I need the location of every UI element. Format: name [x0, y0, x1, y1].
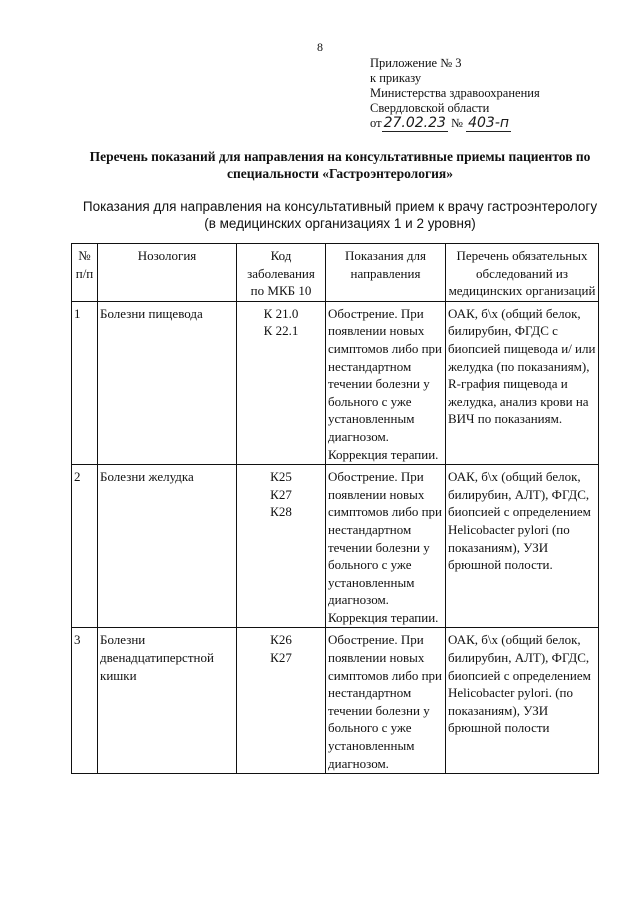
row-indications: Обострение. При появлении новых симптомов либо при нестандартном течении болезни у больного с уже установленным диагнозом. Коррекция терапии. — [326, 301, 446, 464]
appendix-title: Приложение № 3 — [370, 56, 462, 70]
table-row — [72, 628, 599, 774]
header-num: № п/п — [72, 244, 98, 302]
row-code: К27 — [270, 486, 292, 502]
table-row — [72, 465, 599, 628]
appendix-block — [370, 56, 540, 131]
row-exams: ОАК, б\х (общий белок, билирубин, ФГДС с биопсией пищевода и/ или желудка (по показаниям), R-графия пищевода и желудка, анализ крови на ВИЧ по показаниям. — [446, 301, 599, 464]
header-nosology: Нозология — [98, 244, 237, 302]
row-code: К28 — [270, 504, 292, 520]
row-code: К 22.1 — [263, 323, 299, 339]
row-code: К25 — [270, 469, 292, 485]
row-num: 2 — [72, 465, 98, 628]
row-nosology: Болезни двенадцатиперстной кишки — [98, 628, 237, 774]
header-exams: Перечень обязательных обследований из медицинских организаций — [446, 244, 599, 302]
header-code: Код заболевания по МКБ 10 — [237, 244, 326, 302]
order-date-number-line — [370, 116, 540, 131]
handwritten-date: 27.02.23 — [383, 115, 446, 131]
row-codes — [237, 628, 326, 774]
page-number: 8 — [317, 40, 323, 54]
row-codes — [237, 465, 326, 628]
row-exams: ОАК, б\х (общий белок, билирубин, АЛТ), ФГДС, биопсией с определением Helicobacter pylori. (по показаниям), УЗИ брюшной полости — [446, 628, 599, 774]
row-code: К26 — [270, 632, 292, 648]
row-code: К 21.0 — [263, 305, 299, 321]
handwritten-order-number: 403-п — [468, 115, 510, 131]
row-num: 3 — [72, 628, 98, 774]
indications-table — [71, 243, 599, 774]
row-indications: Обострение. При появлении новых симптомов либо при нестандартном течении болезни у больного с уже установленным диагнозом. — [326, 628, 446, 774]
appendix-ministry: Министерства здравоохранения — [370, 86, 540, 100]
subtitle-line-2: (в медицинских организациях 1 и 2 уровня) — [204, 216, 476, 231]
subtitle-block — [50, 198, 630, 232]
subtitle-line-1: Показания для направления на консультативный прием к врачу гастроэнтерологу — [82, 199, 598, 214]
document-title: Перечень показаний для направления на консультативные приемы пациентов по специальности «Гастроэнтерология» — [89, 149, 591, 181]
table-row — [72, 301, 599, 464]
row-nosology: Болезни пищевода — [98, 301, 237, 464]
date-prefix: от — [370, 116, 382, 130]
row-nosology: Болезни желудка — [98, 465, 237, 628]
table-header-row — [72, 244, 599, 302]
appendix-order-ref: к приказу — [370, 71, 422, 85]
row-indications: Обострение. При появлении новых симптомов либо при нестандартном течении болезни у больного с уже установленным диагнозом. Коррекция терапии. — [326, 465, 446, 628]
appendix-region: Свердловской области — [370, 101, 490, 115]
header-indications: Показания для направления — [326, 244, 446, 302]
row-code: К27 — [270, 650, 292, 666]
row-exams: ОАК, б\х (общий белок, билирубин, АЛТ), ФГДС, биопсией с определением Helicobacter pylori (по показаниям), УЗИ брюшной полости. — [446, 465, 599, 628]
number-prefix: № — [451, 116, 463, 130]
row-num: 1 — [72, 301, 98, 464]
row-codes — [237, 301, 326, 464]
